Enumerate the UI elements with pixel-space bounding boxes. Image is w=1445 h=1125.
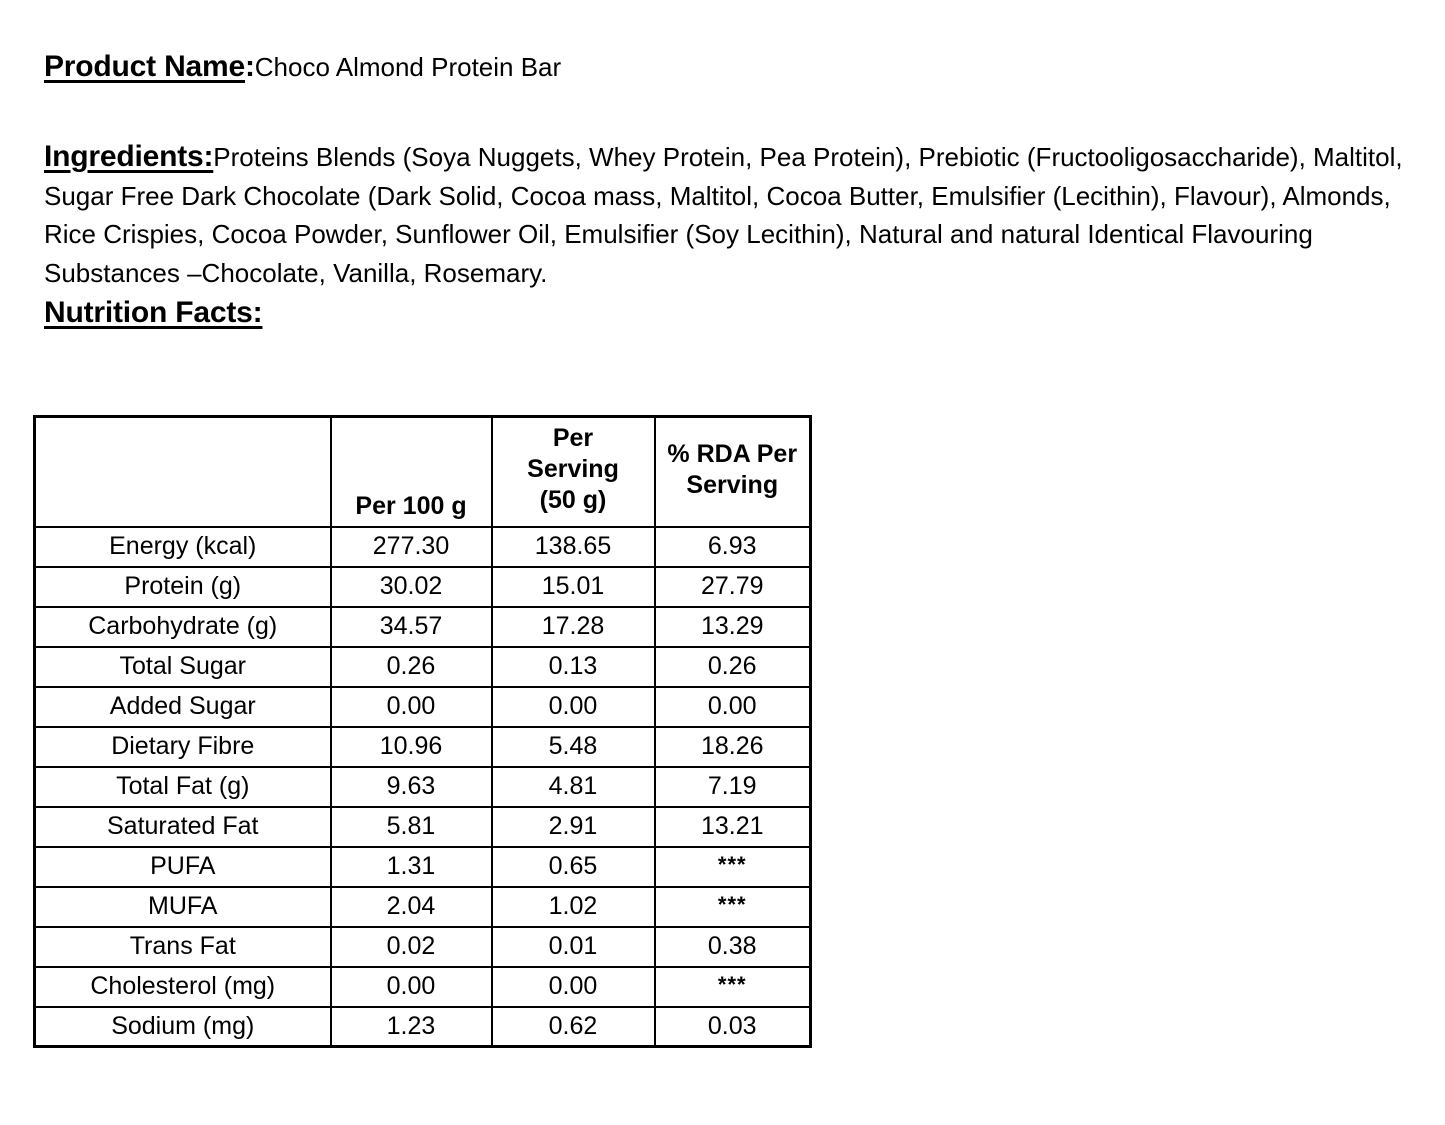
table-row xyxy=(35,607,811,647)
table-row xyxy=(35,687,811,727)
table-header-row xyxy=(35,417,811,527)
cell-per100g: 9.63 xyxy=(331,767,492,807)
cell-rda: *** xyxy=(655,847,811,887)
cell-perserving: 138.65 xyxy=(492,527,655,567)
cell-rda: 13.21 xyxy=(655,807,811,847)
cell-perserving: 0.62 xyxy=(492,1007,655,1047)
cell-rda: 0.00 xyxy=(655,687,811,727)
cell-rda: 6.93 xyxy=(655,527,811,567)
cell-rda: 13.29 xyxy=(655,607,811,647)
cell-per100g: 30.02 xyxy=(331,567,492,607)
header-nutrient xyxy=(35,417,331,527)
product-name-value: Choco Almond Protein Bar xyxy=(254,52,562,82)
table-row xyxy=(35,927,811,967)
table-row xyxy=(35,847,811,887)
row-label: Carbohydrate (g) xyxy=(35,607,331,647)
table-row xyxy=(35,807,811,847)
ingredients-block xyxy=(44,138,1406,292)
table-row xyxy=(35,567,811,607)
cell-per100g: 0.26 xyxy=(331,647,492,687)
cell-per100g: 1.31 xyxy=(331,847,492,887)
row-label: Total Sugar xyxy=(35,647,331,687)
cell-perserving: 0.65 xyxy=(492,847,655,887)
cell-rda: 0.38 xyxy=(655,927,811,967)
table-row xyxy=(35,647,811,687)
nutrition-facts-heading-text: Nutrition Facts: xyxy=(44,296,263,329)
cell-per100g: 0.00 xyxy=(331,967,492,1007)
header-per-serving-line1: Per xyxy=(552,424,594,453)
cell-rda: 0.26 xyxy=(655,647,811,687)
cell-per100g: 1.23 xyxy=(331,1007,492,1047)
product-name-label xyxy=(44,50,255,83)
header-rda-per-serving xyxy=(655,417,811,527)
table-body xyxy=(35,527,811,1047)
cell-rda: 18.26 xyxy=(655,727,811,767)
ingredients-label xyxy=(44,140,213,173)
header-per-serving xyxy=(492,417,655,527)
row-label: Total Fat (g) xyxy=(35,767,331,807)
cell-perserving: 5.48 xyxy=(492,727,655,767)
table-row xyxy=(35,527,811,567)
table-row xyxy=(35,887,811,927)
product-name-label-text: Product Name xyxy=(44,50,245,83)
cell-perserving: 17.28 xyxy=(492,607,655,647)
row-label: Cholesterol (mg) xyxy=(35,967,331,1007)
cell-rda: 7.19 xyxy=(655,767,811,807)
cell-per100g: 2.04 xyxy=(331,887,492,927)
row-label: Energy (kcal) xyxy=(35,527,331,567)
table-row xyxy=(35,767,811,807)
cell-per100g: 5.81 xyxy=(331,807,492,847)
row-label: Sodium (mg) xyxy=(35,1007,331,1047)
cell-perserving: 2.91 xyxy=(492,807,655,847)
row-label: Added Sugar xyxy=(35,687,331,727)
ingredients-text: Proteins Blends (Soya Nuggets, Whey Protein, Pea Protein), Prebiotic (Fructooligosaccharide), Maltitol, Sugar Free Dark Chocolate (Dark Solid, Cocoa mass, Maltitol, Cocoa Butter, Emulsifier (Lecithin), Flavour), Almonds, Rice Crispies, Cocoa Powder, Sunflower Oil, Emulsifier (Soy Lecithin), Natural and natural Identical Flavouring Substances –Chocolate, Vanilla, Rosemary. xyxy=(44,142,1403,288)
nutrition-facts-heading xyxy=(44,296,262,330)
cell-per100g: 0.02 xyxy=(331,927,492,967)
cell-perserving: 0.01 xyxy=(492,927,655,967)
table-row xyxy=(35,727,811,767)
cell-rda: 0.03 xyxy=(655,1007,811,1047)
cell-per100g: 10.96 xyxy=(331,727,492,767)
cell-rda: 27.79 xyxy=(655,567,811,607)
cell-perserving: 4.81 xyxy=(492,767,655,807)
header-per-serving-line3: (50 g) xyxy=(539,486,607,515)
table-row xyxy=(35,1007,811,1047)
cell-perserving: 0.13 xyxy=(492,647,655,687)
table-row xyxy=(35,967,811,1007)
cell-per100g: 34.57 xyxy=(331,607,492,647)
row-label: MUFA xyxy=(35,887,331,927)
cell-per100g: 0.00 xyxy=(331,687,492,727)
header-per-serving-line2: Serving xyxy=(527,455,619,484)
product-name-colon: : xyxy=(244,50,255,83)
cell-perserving: 15.01 xyxy=(492,567,655,607)
cell-perserving: 0.00 xyxy=(492,687,655,727)
row-label: Saturated Fat xyxy=(35,807,331,847)
header-rda-line1: % RDA Per xyxy=(667,439,798,468)
row-label: Trans Fat xyxy=(35,927,331,967)
row-label: Dietary Fibre xyxy=(35,727,331,767)
row-label: PUFA xyxy=(35,847,331,887)
cell-perserving: 0.00 xyxy=(492,967,655,1007)
header-rda-line2: Serving xyxy=(686,470,779,499)
nutrition-facts-table xyxy=(33,415,812,1048)
header-per-100g: Per 100 g xyxy=(331,417,492,527)
cell-per100g: 277.30 xyxy=(331,527,492,567)
cell-rda: *** xyxy=(655,967,811,1007)
cell-perserving: 1.02 xyxy=(492,887,655,927)
nutrition-facts-table-wrap xyxy=(33,415,809,1048)
product-name-line xyxy=(44,50,561,84)
cell-rda: *** xyxy=(655,887,811,927)
row-label: Protein (g) xyxy=(35,567,331,607)
ingredients-label-text: Ingredients: xyxy=(44,140,214,173)
